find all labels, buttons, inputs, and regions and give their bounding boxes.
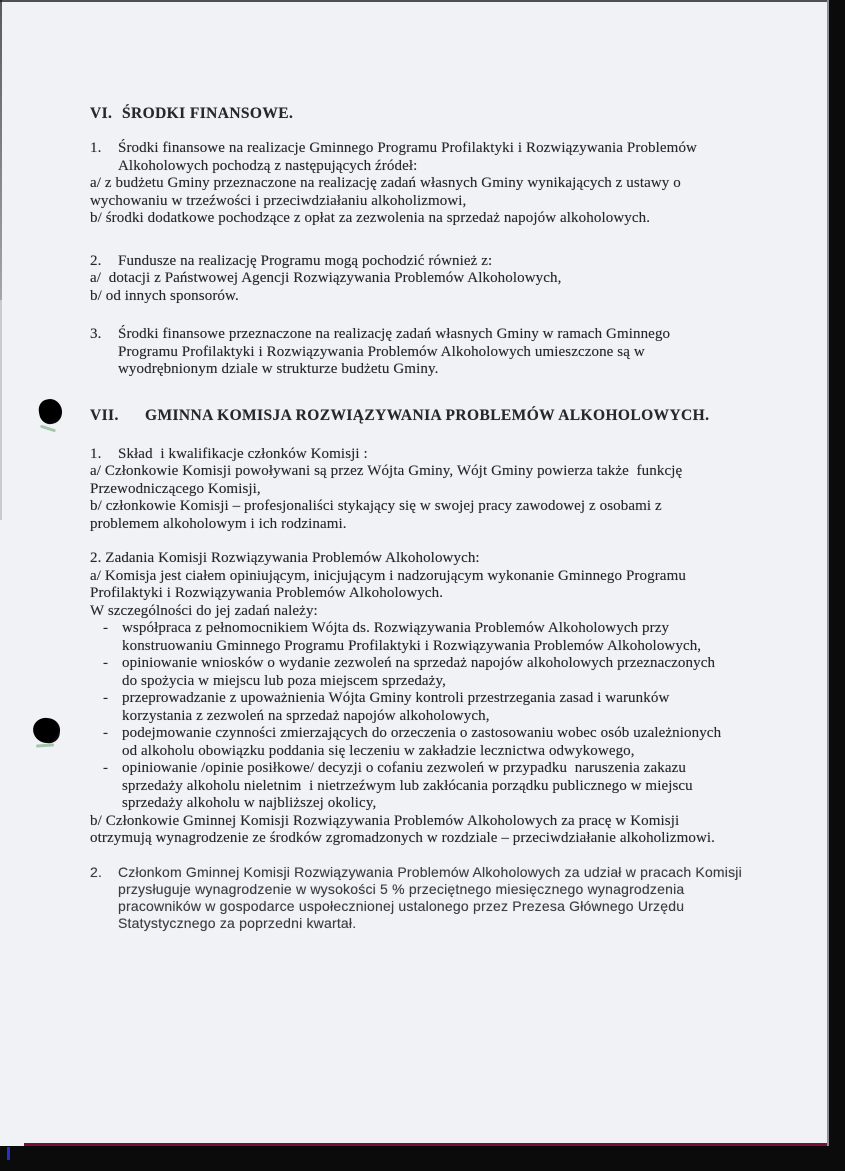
numbered-item	[90, 140, 800, 175]
text-line: sprzedaży alkoholu nieletnim i nietrzeźwym lub zakłócania porządku publicznego w miejscu	[122, 777, 693, 794]
text-line: korzystania z zezwoleń na sprzedaż napojów alkoholowych,	[122, 707, 490, 724]
text-line: a/ Komisja jest ciałem opiniującym, inicjującym i nadzorującym wykonanie Gminnego Programu	[90, 567, 686, 584]
ink-smudge	[36, 743, 54, 747]
numbered-item	[90, 446, 800, 464]
paragraph	[90, 603, 800, 621]
text-line: sprzedaży alkoholu w najbliższej okolicy,	[122, 795, 377, 811]
ink-blot-icon	[37, 397, 64, 426]
paragraph	[90, 498, 800, 533]
text-line: pracowników w gospodarce uspołecznionej ustalonego przez Prezesa Głównego Urzędu	[118, 897, 685, 914]
item-marker: 2.	[90, 863, 103, 880]
item-marker: -	[103, 655, 109, 671]
paragraph	[90, 288, 800, 306]
item-marker: -	[103, 725, 109, 741]
paragraph	[90, 550, 800, 568]
bullet-item	[90, 725, 800, 760]
text-line: opiniowanie wniosków o wydanie zezwoleń na sprzedaż napojów alkoholowych przeznaczonych	[122, 655, 716, 671]
text-line: problemem alkoholowym i ich rodzinami.	[90, 515, 347, 532]
bullet-item	[90, 690, 800, 725]
text-line: W szczególności do jej zadań należy:	[90, 602, 318, 619]
paragraph	[90, 175, 800, 210]
text-line: ŚRODKI FINANSOWE.	[122, 105, 294, 122]
item-marker: 2.	[90, 252, 102, 269]
scan-right-black-bar	[827, 0, 845, 1171]
scan-blue-tick	[7, 1147, 10, 1160]
item-marker: 1.	[90, 140, 102, 156]
text-line: Statystycznego za poprzedni kwartał.	[118, 914, 357, 931]
text-line: b/ Członkowie Gminnej Komisji Rozwiązywania Problemów Alkoholowych za pracę w Komisji	[90, 812, 680, 829]
text-line: Członkom Gminnej Komisji Rozwiązywania Problemów Alkoholowych za udział w pracach Komisji	[118, 863, 742, 880]
text-line: otrzymują wynagrodzenie ze środków zgromadzonych w rozdziale – przeciwdziałanie alkoholizmowi.	[90, 830, 715, 846]
section-heading	[90, 406, 800, 426]
section-heading	[90, 104, 800, 124]
text-line: Profilaktyki i Rozwiązywania Problemów Alkoholowych.	[90, 585, 444, 601]
ink-smudge	[40, 425, 56, 433]
text-line: Środki finansowe na realizacje Gminnego Programu Profilaktyki i Rozwiązywania Problemów	[118, 140, 697, 156]
scan-left-edge-mark	[0, 0, 2, 300]
scan-bottom-black-bar	[0, 1146, 845, 1171]
text-line: konstruowaniu Gminnego Programu Profilaktyki i Rozwiązywania Problemów Alkoholowych,	[122, 637, 702, 654]
bullet-item	[90, 655, 800, 690]
text-line: b/ środki dodatkowe pochodzące z opłat za zezwolenia na sprzedaż napojów alkoholowych.	[90, 210, 651, 226]
section-number: VI.	[90, 105, 113, 122]
numbered-item	[90, 326, 800, 379]
text-line: Alkoholowych pochodzą z następujących źródeł:	[118, 157, 418, 174]
text-line: wychowaniu w trzeźwości i przeciwdziałaniu alkoholizmowi,	[90, 192, 467, 209]
item-marker: -	[103, 690, 109, 706]
numbered-item	[90, 864, 800, 932]
text-line: b/ członkowie Komisji – profesjonaliści stykający się w swojej pracy zawodowej z osobami z	[90, 498, 662, 514]
text-line: do spożycia w miejscu lub poza miejscem sprzedaży,	[122, 672, 446, 689]
bullet-item	[90, 620, 800, 655]
text-line: a/ z budżetu Gminy przeznaczone na realizację zadań własnych Gminy wynikających z ustawy o	[90, 175, 681, 191]
text-line: GMINNA KOMISJA ROZWIĄZYWANIA PROBLEMÓW ALKOHOLOWYCH.	[145, 406, 710, 424]
ink-blot-icon	[32, 717, 61, 745]
text-line: wyodrębnionym dziale w strukturze budżetu Gminy.	[118, 361, 439, 377]
bullet-item	[90, 760, 800, 813]
text-line: a/ dotacji z Państwowej Agencji Rozwiązywania Problemów Alkoholowych,	[90, 270, 562, 286]
text-line: b/ od innych sponsorów.	[90, 287, 239, 304]
text-line: opiniowanie /opinie posiłkowe/ decyzji o cofaniu zezwoleń w przypadku naruszenia zakazu	[122, 760, 687, 776]
text-line: współpraca z pełnomocnikiem Wójta ds. Rozwiązywania Problemów Alkoholowych przy	[122, 620, 670, 636]
text-line: Skład i kwalifikacje członków Komisji :	[118, 445, 368, 462]
section-number: VII.	[90, 406, 119, 424]
text-line: Fundusze na realizację Programu mogą pochodzić również z:	[118, 252, 493, 269]
numbered-item	[90, 253, 800, 271]
item-marker: -	[103, 760, 109, 776]
paragraph	[90, 270, 800, 288]
item-marker: -	[103, 620, 109, 636]
text-line: a/ Członkowie Komisji powoływani są przez Wójta Gminy, Wójt Gminy powierza także funkcję	[90, 463, 683, 479]
text-line: podejmowanie czynności zmierzających do orzeczenia o zastosowaniu wobec osób uzależnionych	[122, 725, 722, 741]
item-marker: 1.	[90, 445, 102, 462]
item-marker: 3.	[90, 326, 102, 342]
text-line: Środki finansowe przeznaczone na realizację zadań własnych Gminy w ramach Gminnego	[118, 326, 671, 342]
paragraph	[90, 813, 800, 848]
text-line: Programu Profilaktyki i Rozwiązywania Problemów Alkoholowych umieszczone są w	[118, 343, 645, 360]
paragraph	[90, 210, 800, 228]
text-line: Przewodniczącego Komisji,	[90, 480, 261, 497]
text-line: od alkoholu obowiązku poddania się leczeniu w zakładzie lecznictwa odwykowego,	[122, 742, 635, 759]
paragraph	[90, 568, 800, 603]
text-line: przysługuje wynagrodzenie w wysokości 5 % przeciętnego miesięcznego wynagrodzenia	[118, 880, 685, 897]
scan-magenta-line	[24, 1143, 827, 1146]
text-line: przeprowadzanie z upoważnienia Wójta Gminy kontroli przestrzegania zasad i warunków	[122, 690, 670, 706]
document-text-block	[90, 104, 800, 932]
scan-top-edge-line	[0, 0, 845, 2]
paragraph	[90, 463, 800, 498]
text-line: 2. Zadania Komisji Rozwiązywania Problemów Alkoholowych:	[90, 550, 480, 566]
scan-left-edge-mark-faint	[0, 300, 2, 520]
